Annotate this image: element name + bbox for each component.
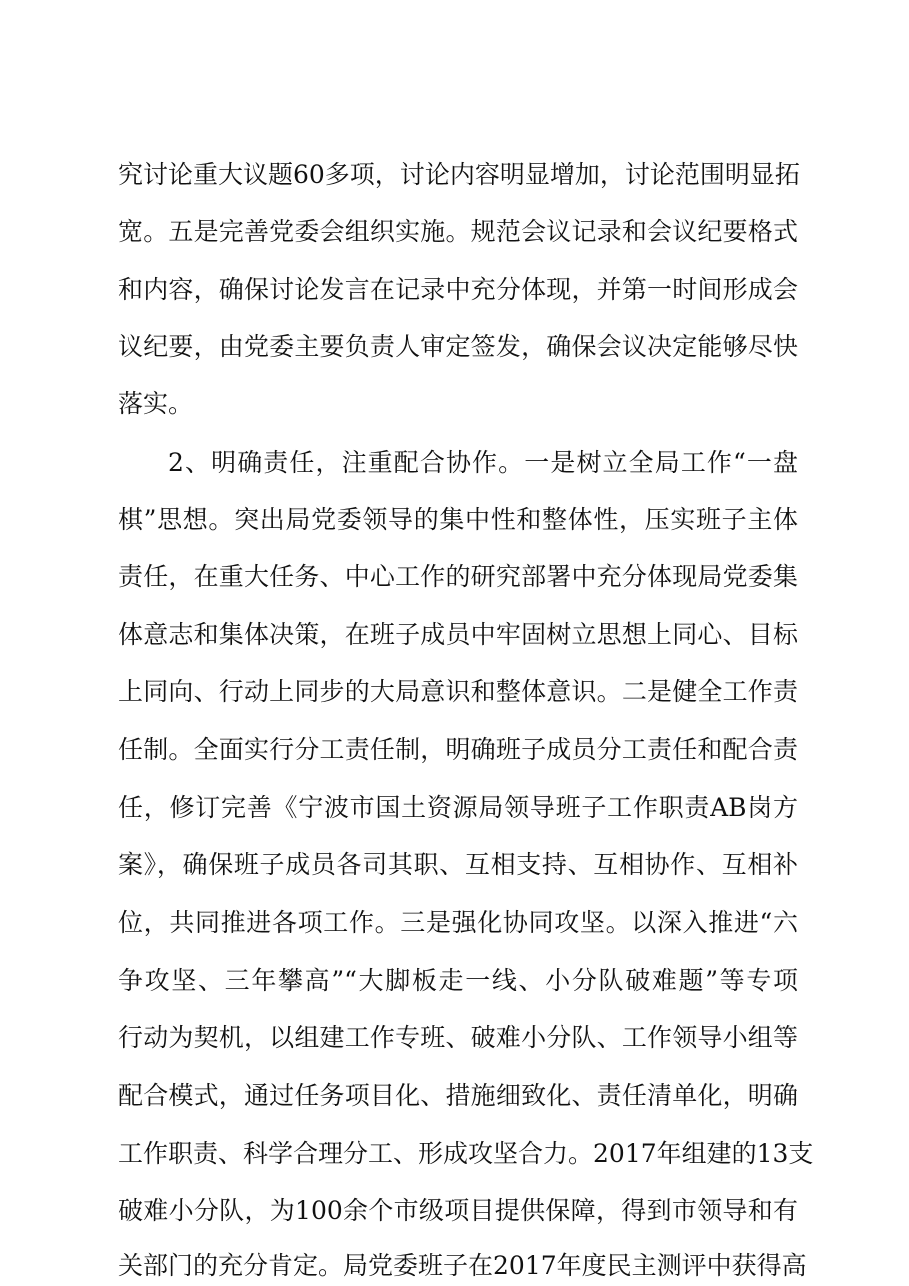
text-line: 位，共同推进各项工作。三是强化协同攻坚。以深入推进“六 bbox=[118, 908, 798, 937]
text-line: 宽。五是完善党委会组织实施。规范会议记录和会议纪要格式 bbox=[118, 217, 798, 246]
text-line: 任，修订完善《宁波市国土资源局领导班子工作职责AB岗方 bbox=[118, 793, 798, 822]
text-line: 任制。全面实行分工责任制，明确班子成员分工责任和配合责 bbox=[118, 735, 798, 764]
text-line: 上同向、行动上同步的大局意识和整体意识。二是健全工作责 bbox=[118, 677, 798, 706]
text-line: 落实。 bbox=[118, 389, 194, 418]
text-line: 案》，确保班子成员各司其职、互相支持、互相协作、互相补 bbox=[118, 850, 798, 879]
text-line: 行动为契机，以组建工作专班、破难小分队、工作领导小组等 bbox=[118, 1023, 798, 1052]
text-line: 争攻坚、三年攀高”“大脚板走一线、小分队破难题”等专项 bbox=[118, 966, 798, 995]
text-line: 议纪要，由党委主要负责人审定签发，确保会议决定能够尽快 bbox=[118, 332, 798, 361]
text-line: 破难小分队，为100余个市级项目提供保障，得到市领导和有 bbox=[118, 1196, 798, 1225]
text-line: 责任，在重大任务、中心工作的研究部署中充分体现局党委集 bbox=[118, 562, 798, 591]
text-line: 体意志和集体决策，在班子成员中牢固树立思想上同心、目标 bbox=[118, 620, 798, 649]
paragraph-start-line: 2、明确责任，注重配合协作。一是树立全局工作“一盘 bbox=[168, 448, 798, 477]
text-line: 和内容，确保讨论发言在记录中充分体现，并第一时间形成会 bbox=[118, 275, 798, 304]
text-line: 关部门的充分肯定。局党委班子在2017年度民主测评中获得高 bbox=[118, 1251, 807, 1280]
text-line: 配合模式，通过任务项目化、措施细致化、责任清单化，明确 bbox=[118, 1081, 798, 1110]
text-line: 棋”思想。突出局党委领导的集中性和整体性，压实班子主体 bbox=[118, 505, 798, 534]
text-line: 究讨论重大议题60多项，讨论内容明显增加，讨论范围明显拓 bbox=[118, 160, 800, 189]
text-line: 工作职责、科学合理分工、形成攻坚合力。2017年组建的13支 bbox=[118, 1139, 814, 1168]
